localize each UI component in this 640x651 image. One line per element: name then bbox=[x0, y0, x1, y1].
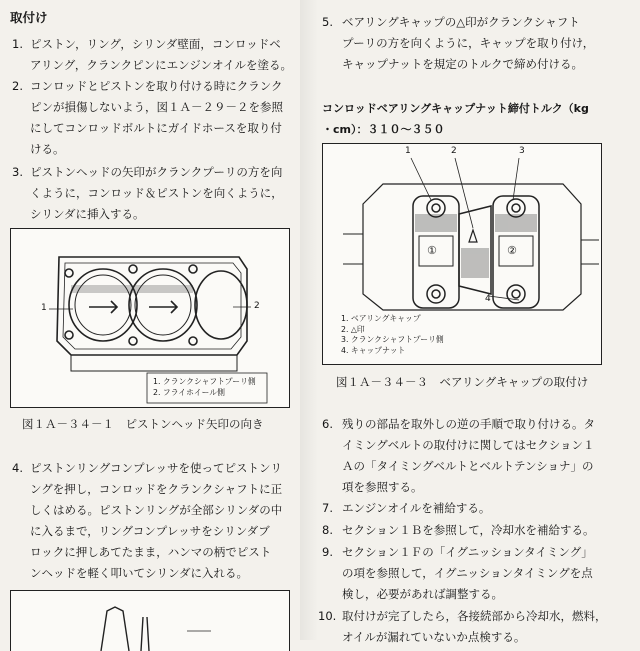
figure-legend: 1. ベアリングキャップ 2. △印 3. クランクシャフトプーリ側 4. キャップナット bbox=[341, 314, 444, 355]
figure-label-4: 4 bbox=[485, 294, 491, 304]
step-text: 残りの部品を取外しの逆の手順で取り付ける。タ イミングベルトの取付けに関してはセクション１ Ａの「タイミングベルトとベルトテンショナ」の 項を参照する。 bbox=[342, 417, 595, 494]
figure-label-1: 1 bbox=[41, 303, 47, 313]
step-number: 1. bbox=[12, 37, 23, 51]
cap-mark-2: ② bbox=[507, 244, 517, 257]
figure-label-2: 2 bbox=[254, 301, 260, 311]
step-text: ベアリングキャップの△印がクランクシャフト プーリの方を向くように，キャップを取り付け， キャップナットを規定のトルクで締め付ける。 bbox=[342, 15, 595, 71]
figure-piston-head-direction bbox=[10, 228, 290, 408]
figure-label-2: 2 bbox=[451, 146, 457, 156]
step-text: ピストンリングコンプレッサを使ってピストンリ ングを押し，コンロッドをクランクシャフトに正 しくはめる。ピストンリングが全部シリンダの中 に入るまで，リングコンプレッサをシリンダブ ロックに押しあてたまま，ハンマの柄でピスト ンヘッドを軽く叩いてシリンダに入れる。 bbox=[30, 461, 283, 580]
step-number: 3. bbox=[12, 165, 23, 179]
step-number: 5. bbox=[322, 15, 333, 29]
torque-spec-title: コンロッドベアリングキャップナット締付トルク（kg ・cm）：３１０～３５０ bbox=[322, 102, 589, 136]
step-number: 8. bbox=[322, 523, 333, 537]
step-number: 6. bbox=[322, 417, 333, 431]
step-number: 4. bbox=[12, 461, 23, 475]
figure-ring-compressor-partial bbox=[10, 590, 290, 651]
step-text: ピストンヘッドの矢印がクランクプーリの方を向 くように，コンロッド＆ピストンを向くように， シリンダに挿入する。 bbox=[30, 165, 283, 221]
step-number: 2. bbox=[12, 79, 23, 93]
figure-label-1: 1 bbox=[405, 146, 411, 156]
step-text: ピストン，リング，シリンダ壁面，コンロッドベ アリング，クランクピンにエンジンオイルを塗る。 bbox=[30, 37, 292, 72]
figure-caption: 図１Ａ－３４－１ ピストンヘッド矢印の向き bbox=[22, 417, 264, 431]
step-number: 7. bbox=[322, 501, 333, 515]
step-text: セクション１Ｆの「イグニッションタイミング」 の項を参照して，イグニッションタイミングを点 検し，必要があれば調整する。 bbox=[342, 545, 593, 601]
page-gutter-shadow bbox=[300, 0, 318, 640]
ring-compressor-drawing bbox=[11, 591, 289, 651]
step-number: 9. bbox=[322, 545, 333, 559]
step-text: セクション１Ｂを参照して，冷却水を補給する。 bbox=[342, 523, 595, 537]
section-heading: 取付け bbox=[10, 10, 48, 25]
step-text: 取付けが完了したら，各接続部から冷却水，燃料， オイルが漏れていないか点検する。 bbox=[342, 609, 607, 644]
figure-label-3: 3 bbox=[519, 146, 525, 156]
figure-bearing-cap-installation bbox=[322, 143, 602, 365]
step-number: 10. bbox=[318, 609, 337, 623]
step-text: コンロッドとピストンを取り付ける時にクランク ピンが損傷しないよう，図１Ａ－２９－２を参照 にしてコンロッドボルトにガイドホースを取り付 ける。 bbox=[30, 79, 283, 156]
cap-mark-1: ① bbox=[427, 244, 437, 257]
figure-legend: 1. クランクシャフトプーリ側 2. フライホイール側 bbox=[153, 377, 256, 397]
figure-caption: 図１Ａ－３４－３ ベアリングキャップの取付け bbox=[336, 375, 589, 389]
step-text: エンジンオイルを補給する。 bbox=[342, 501, 491, 515]
